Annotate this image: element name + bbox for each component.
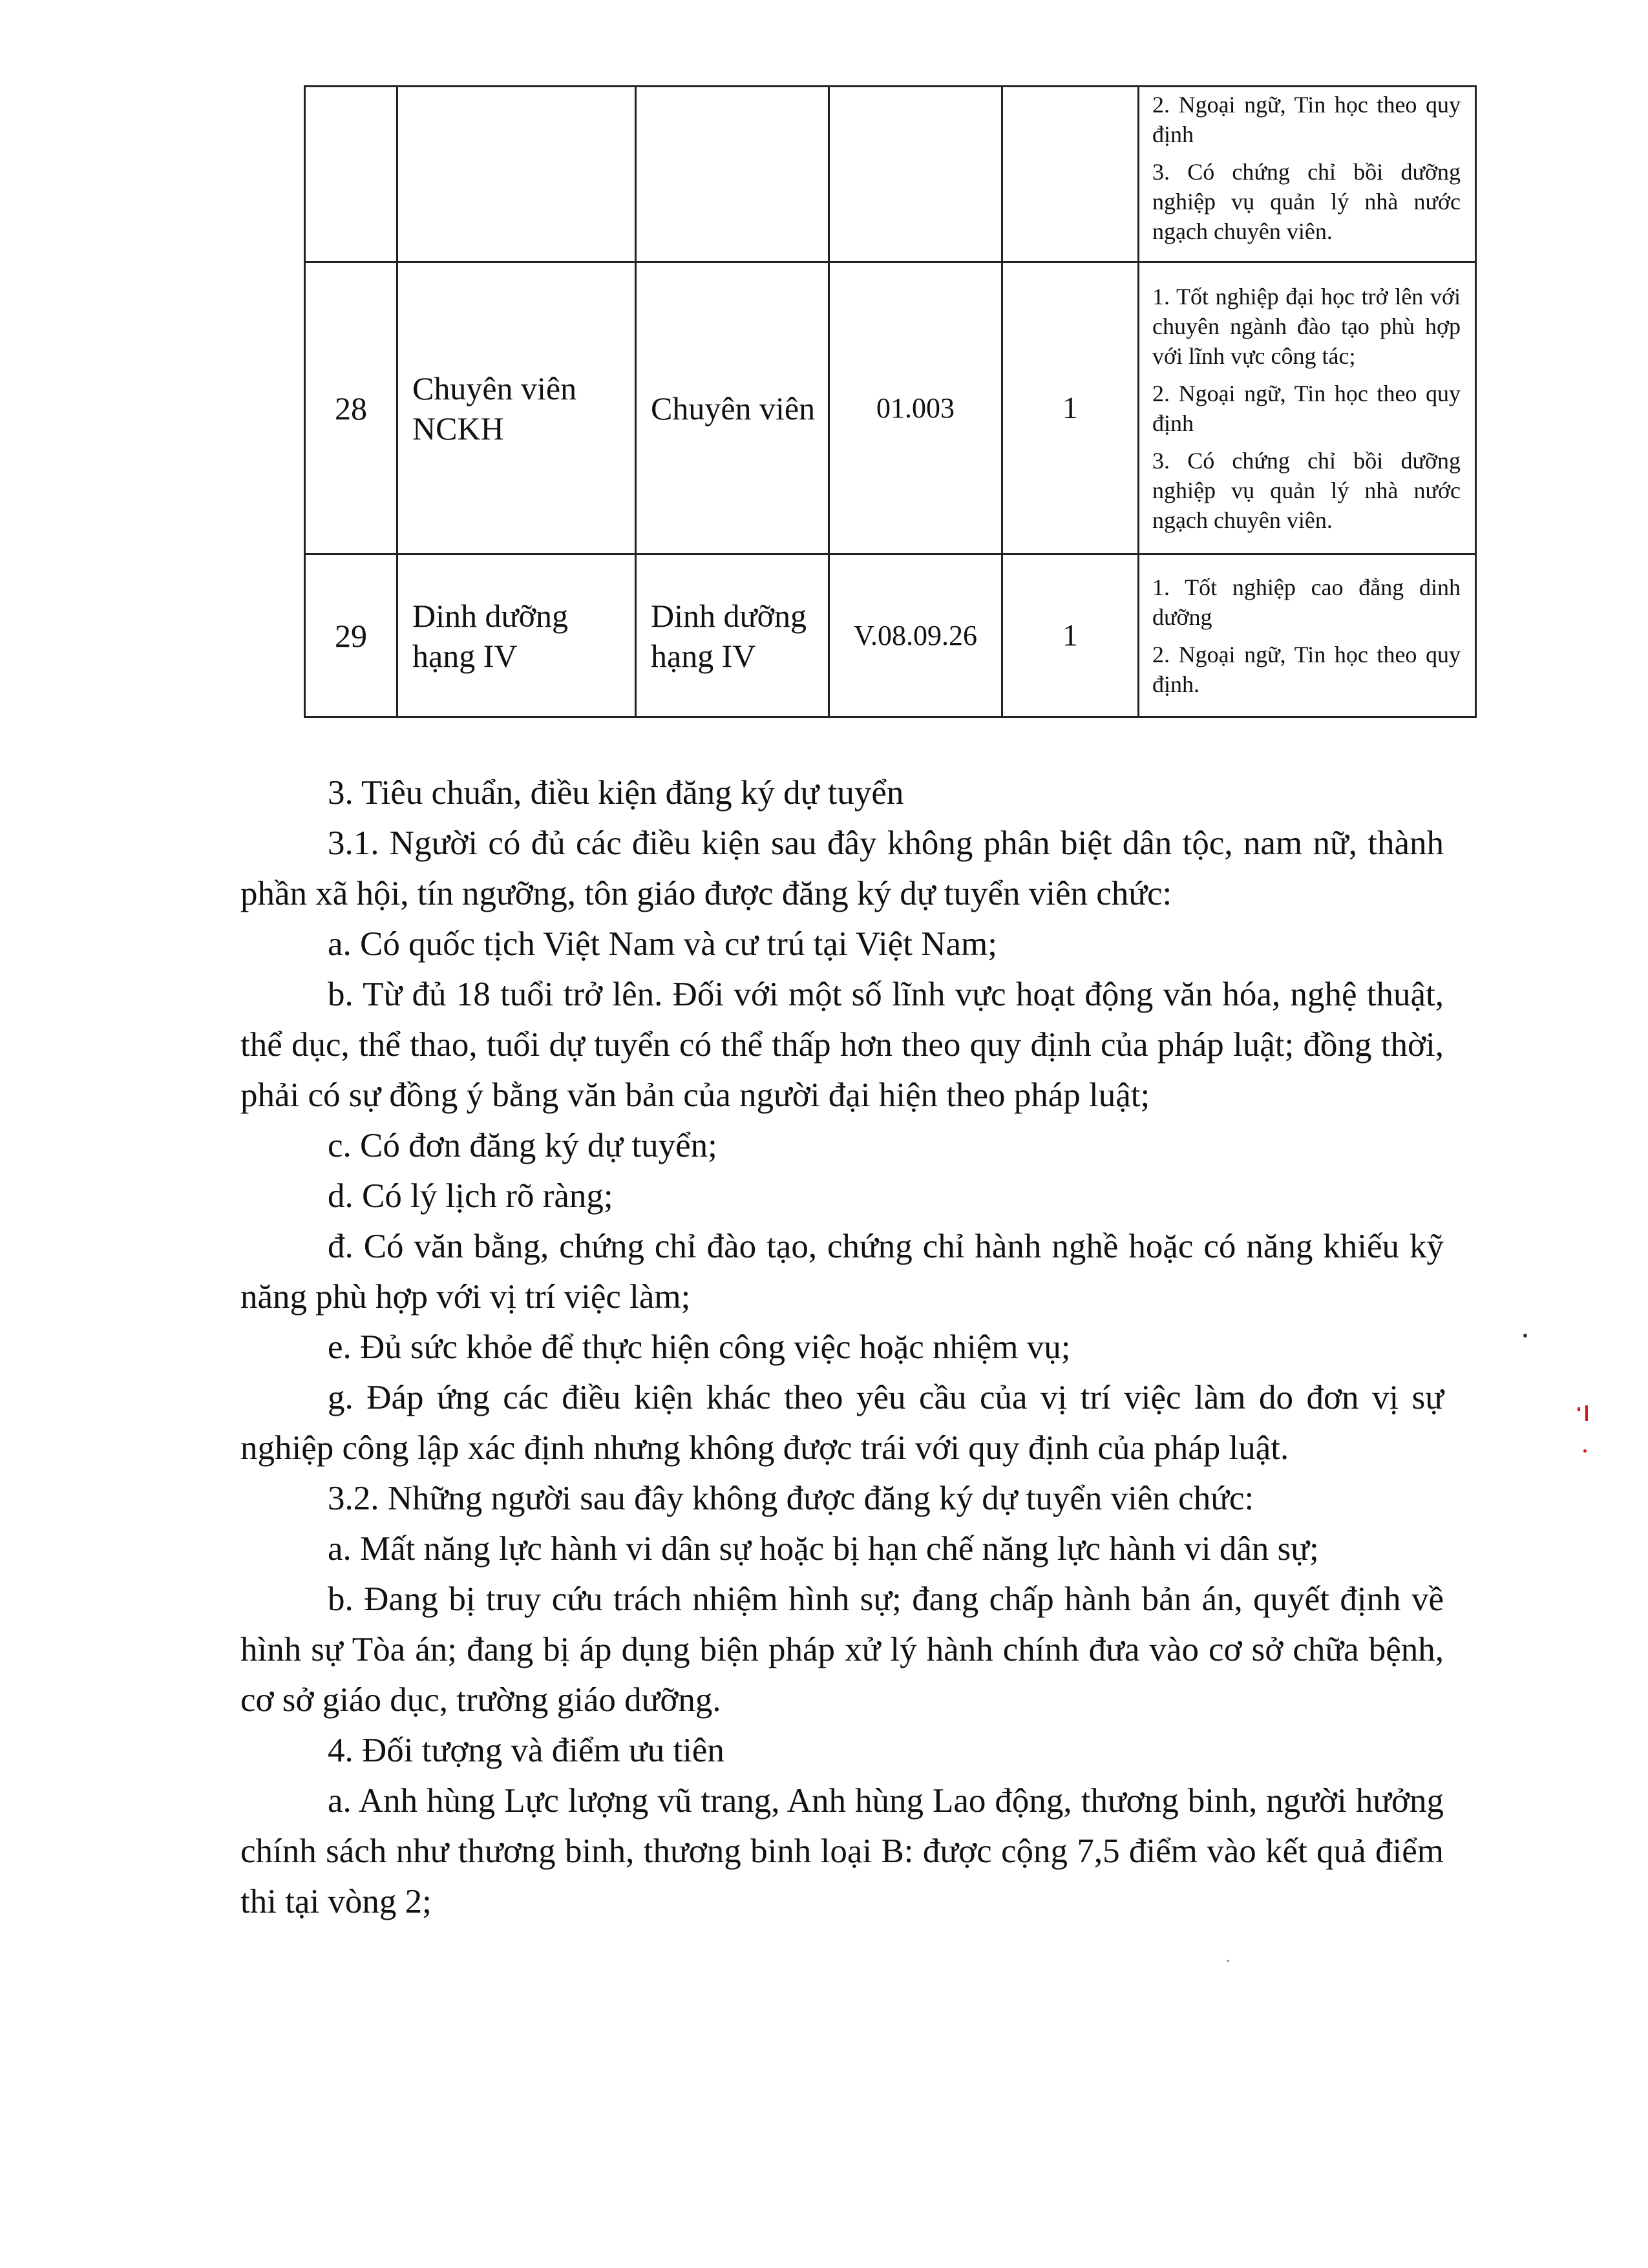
paragraph: a. Anh hùng Lực lượng vũ trang, Anh hùng Lao động, thương binh, người hưởng chính sách như thương binh, thương binh loại B: được cộng 7,5 điểm vào kết quả điểm thi tại vòng 2; <box>240 1782 1444 1920</box>
paragraph: g. Đáp ứng các điều kiện khác theo yêu cầu của vị trí việc làm do đơn vị sự nghiệp công lập xác định nhưng không được trái với quy định của pháp luật. <box>240 1379 1444 1467</box>
requirement-item: 2. Ngoại ngữ, Tin học theo quy định. <box>1152 641 1461 697</box>
table-row <box>305 554 1476 717</box>
quantity-cell <box>1002 87 1139 262</box>
recruitment-table <box>304 85 1477 718</box>
code-cell: 01.003 <box>829 262 1002 554</box>
paragraph: b. Từ đủ 18 tuổi trở lên. Đối với một số lĩnh vực hoạt động văn hóa, nghệ thuật, thể dục, thể thao, tuổi dự tuyển có thể thấp hơn theo quy định của pháp luật; đồng thời, phải có sự đồng ý bằng văn bản của người đại hiện theo pháp luật; <box>240 976 1444 1114</box>
red-ink-mark <box>1585 1405 1588 1421</box>
paragraph: c. Có đơn đăng ký dự tuyển; <box>328 1127 717 1164</box>
table-row <box>305 262 1476 554</box>
requirement-item: 1. Tốt nghiệp đại học trở lên với chuyên ngành đào tạo phù hợp với lĩnh vực công tác; <box>1152 283 1461 369</box>
stt-cell: 29 <box>305 554 397 717</box>
requirement-item: 3. Có chứng chỉ bồi dưỡng nghiệp vụ quản lý nhà nước ngạch chuyên viên. <box>1152 159 1461 244</box>
code-cell <box>829 87 1002 262</box>
position-cell <box>397 87 636 262</box>
paragraph: a. Mất năng lực hành vi dân sự hoặc bị hạn chế năng lực hành vi dân sự; <box>328 1530 1319 1568</box>
requirements-cell <box>1139 87 1476 262</box>
code-cell: V.08.09.26 <box>829 554 1002 717</box>
paragraph: e. Đủ sức khỏe để thực hiện công việc hoặc nhiệm vụ; <box>328 1328 1071 1366</box>
position-cell: Dinh dưỡng hạng IV <box>397 554 636 717</box>
paragraph: 3.1. Người có đủ các điều kiện sau đây không phân biệt dân tộc, nam nữ, thành phần xã hội, tín ngưỡng, tôn giáo được đăng ký dự tuyển viên chức: <box>240 824 1444 912</box>
stt-cell <box>305 87 397 262</box>
paragraph: b. Đang bị truy cứu trách nhiệm hình sự; đang chấp hành bản án, quyết định về hình sự Tòa án; đang bị áp dụng biện pháp xử lý hành chính đưa vào cơ sở chữa bệnh, cơ sở giáo dục, trường giáo dưỡng. <box>240 1580 1444 1719</box>
quantity-cell: 1 <box>1002 554 1139 717</box>
requirement-item: 2. Ngoại ngữ, Tin học theo quy định <box>1152 380 1461 436</box>
paragraph: a. Có quốc tịch Việt Nam và cư trú tại Việt Nam; <box>328 925 997 963</box>
grade-cell: Dinh dưỡng hạng IV <box>636 554 829 717</box>
quantity-cell: 1 <box>1002 262 1139 554</box>
requirements-cell <box>1139 554 1476 717</box>
grade-cell <box>636 87 829 262</box>
paragraph: 3.2. Những người sau đây không được đăng ký dự tuyển viên chức: <box>328 1480 1254 1517</box>
table-row <box>305 87 1476 262</box>
requirement-item: 2. Ngoại ngữ, Tin học theo quy định <box>1152 92 1461 147</box>
scan-dot <box>1227 1960 1229 1962</box>
grade-cell: Chuyên viên <box>636 262 829 554</box>
paragraph: d. Có lý lịch rõ ràng; <box>328 1177 613 1215</box>
red-ink-mark <box>1583 1449 1587 1453</box>
requirements-cell <box>1139 262 1476 554</box>
body-text <box>240 768 1444 1927</box>
section-heading: 4. Đối tượng và điểm ưu tiên <box>328 1732 724 1769</box>
requirement-item: 1. Tốt nghiệp cao đẳng dinh dưỡng <box>1152 574 1461 630</box>
position-cell: Chuyên viên NCKH <box>397 262 636 554</box>
section-heading: 3. Tiêu chuẩn, điều kiện đăng ký dự tuyển <box>328 774 904 812</box>
stt-cell: 28 <box>305 262 397 554</box>
paragraph: đ. Có văn bằng, chứng chỉ đào tạo, chứng chỉ hành nghề hoặc có năng khiếu kỹ năng phù hợp với vị trí việc làm; <box>240 1228 1444 1316</box>
red-ink-mark <box>1578 1407 1580 1411</box>
requirement-item: 3. Có chứng chỉ bồi dưỡng nghiệp vụ quản lý nhà nước ngạch chuyên viên. <box>1152 447 1461 533</box>
scan-dot <box>1523 1334 1527 1338</box>
